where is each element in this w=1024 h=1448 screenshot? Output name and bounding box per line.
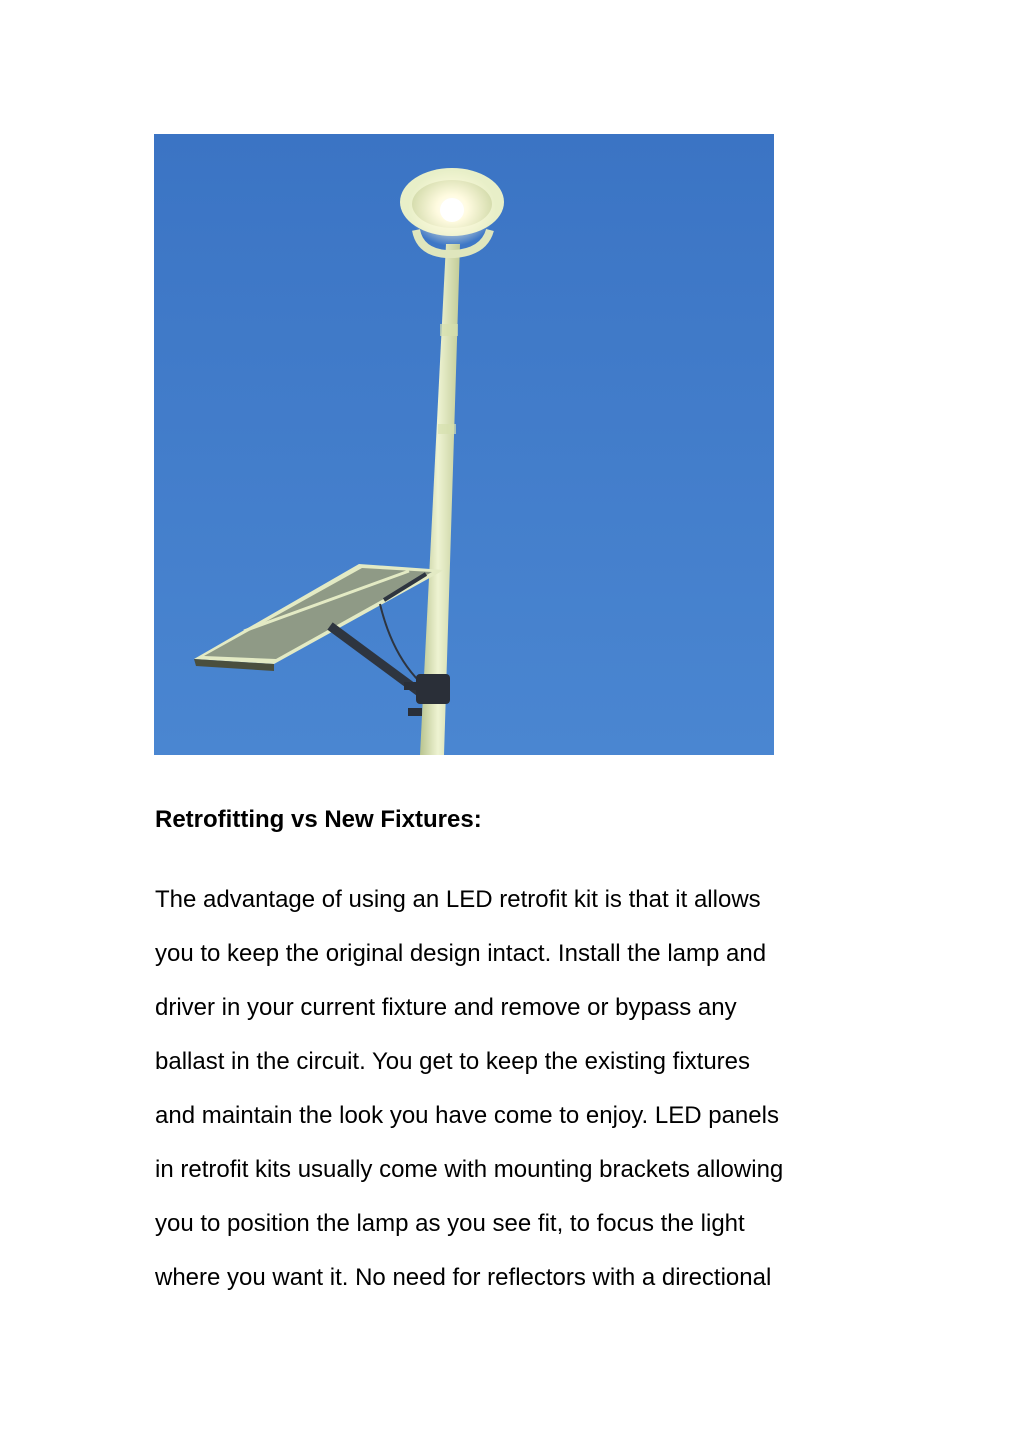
solar-street-light-icon [154,134,774,755]
body-line: you to keep the original design intact. Install the lamp and [155,940,767,967]
street-light-photo [154,134,774,755]
body-line: and maintain the look you have come to enjoy. LED panels [155,1102,779,1129]
body-line: The advantage of using an LED retrofit kit is that it allows [155,886,761,913]
body-line: where you want it. No need for reflectors with a directional [155,1264,772,1291]
body-line: in retrofit kits usually come with mounting brackets allowing [155,1156,784,1183]
pole-clamp [416,674,450,704]
body-line: driver in your current fixture and remove or bypass any [155,994,737,1021]
body-line: you to position the lamp as you see fit, to focus the light [155,1210,745,1237]
article-body [155,873,915,1305]
body-line: ballast in the circuit. You get to keep the existing fixtures [155,1048,751,1075]
section-heading: Retrofitting vs New Fixtures: [155,806,482,833]
